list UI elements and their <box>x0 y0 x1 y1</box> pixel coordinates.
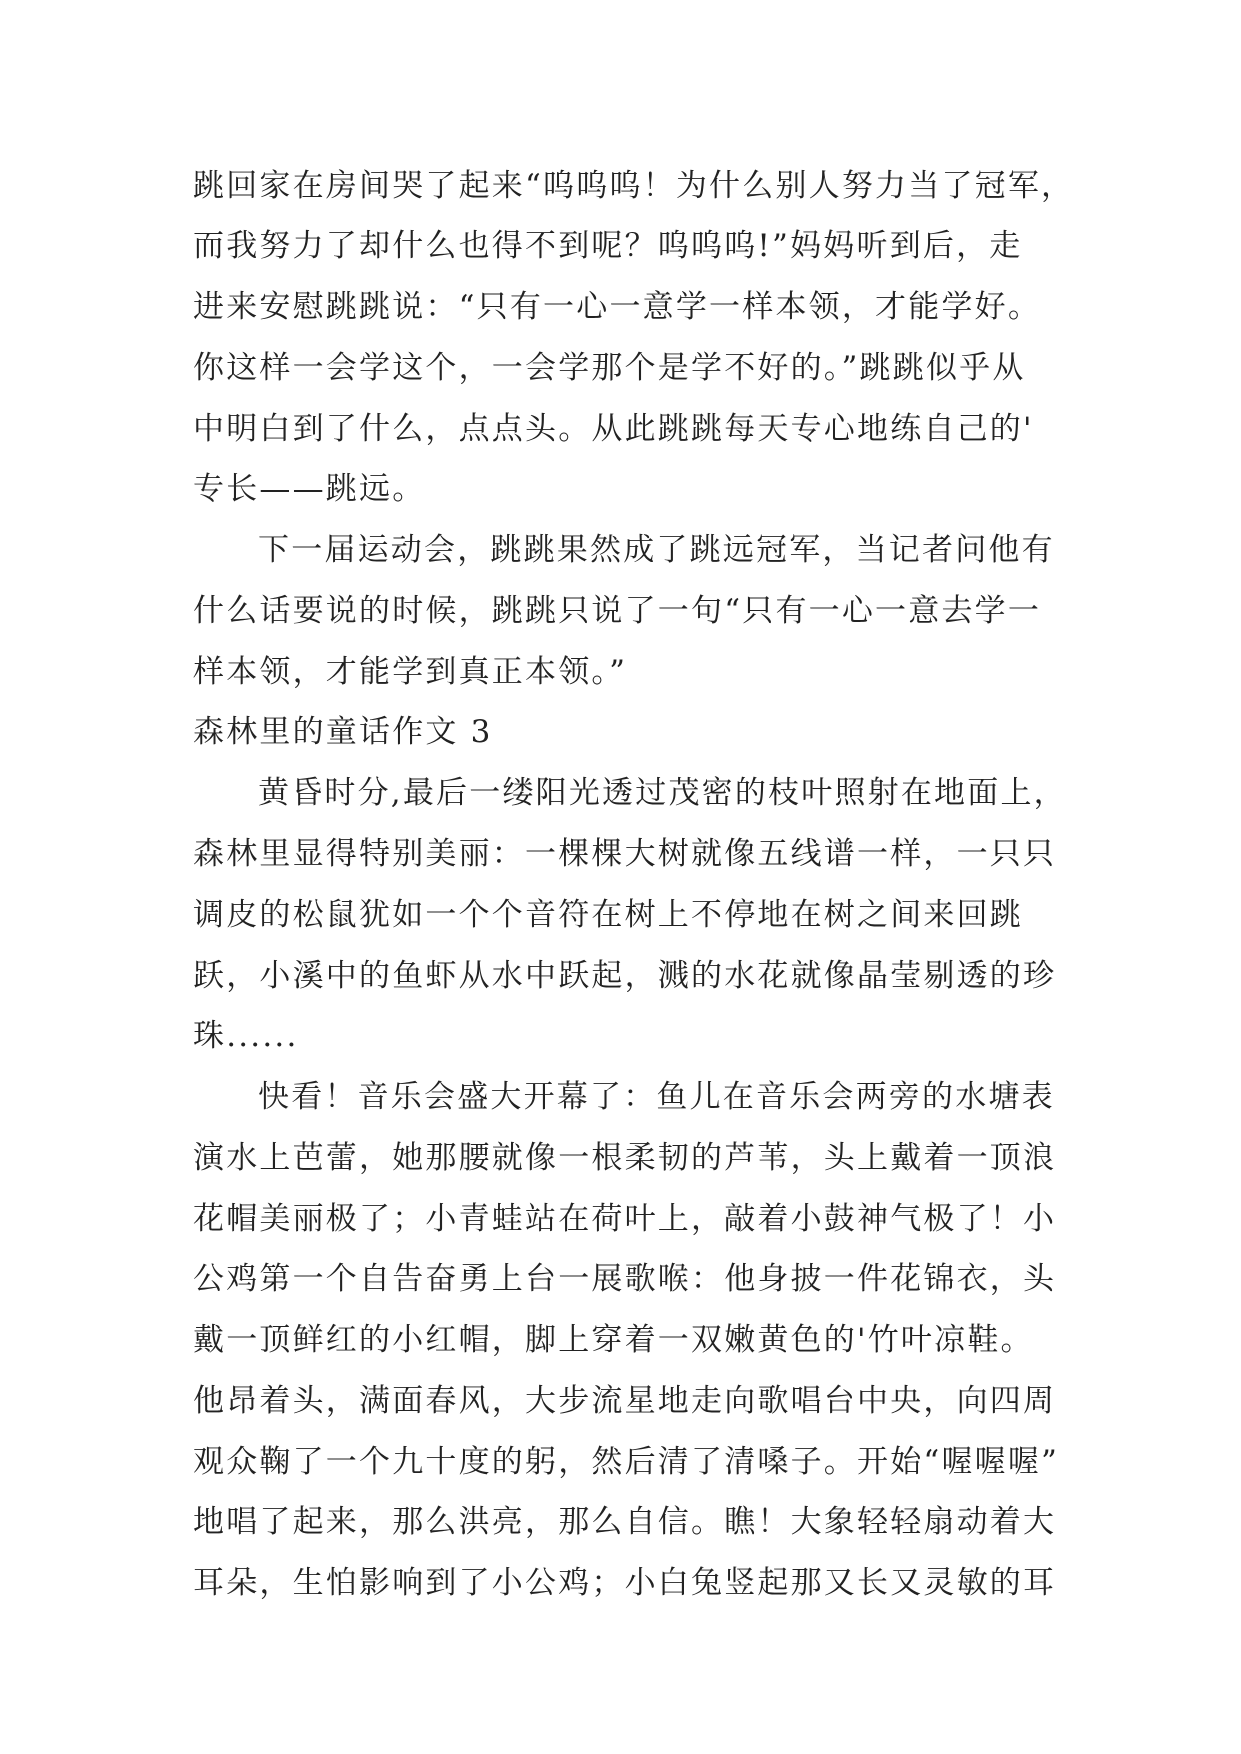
text-line: 快看！音乐会盛大开幕了：鱼儿在音乐会两旁的水塘表 <box>258 1079 1055 1115</box>
text-line: 戴一顶鲜红的小红帽，脚上穿着一双嫩黄色的'竹叶凉鞋。 <box>193 1322 1034 1358</box>
text-line: 耳朵，生怕影响到了小公鸡；小白兔竖起那又长又灵敏的耳 <box>193 1565 1057 1601</box>
text-line: 调皮的松鼠犹如一个个音符在树上不停地在树之间来回跳 <box>193 897 1023 933</box>
text-line: 中明白到了什么，点点头。从此跳跳每天专心地练自己的' <box>193 411 1034 447</box>
text-line: 而我努力了却什么也得不到呢？呜呜呜!”妈妈听到后，走 <box>193 228 1023 264</box>
text-line: 你这样一会学这个，一会学那个是学不好的。”跳跳似乎从 <box>193 350 1026 386</box>
text-line: 进来安慰跳跳说：“只有一心一意学一样本领，才能学好。 <box>193 289 1042 325</box>
text-line: 珠...... <box>193 1018 299 1054</box>
text-line: 跳回家在房间哭了起来“呜呜呜！为什么别人努力当了冠军， <box>193 168 1075 204</box>
text-line: 地唱了起来，那么洪亮，那么自信。瞧！大象轻轻扇动着大 <box>193 1504 1057 1540</box>
section-heading: 森林里的童话作文 3 <box>193 714 493 750</box>
text-line: 跃，小溪中的鱼虾从水中跃起，溅的水花就像晶莹剔透的珍 <box>193 958 1057 994</box>
text-line: 他昂着头，满面春风，大步流星地走向歌唱台中央，向四周 <box>193 1383 1057 1419</box>
text-line: 样本领，才能学到真正本领。” <box>193 654 628 690</box>
text-line: 森林里显得特别美丽：一棵棵大树就像五线谱一样，一只只 <box>193 836 1057 872</box>
text-line: 公鸡第一个自告奋勇上台一展歌喉：他身披一件花锦衣，头 <box>193 1261 1057 1297</box>
text-line: 下一届运动会，跳跳果然成了跳远冠军，当记者问他有 <box>258 532 1055 568</box>
text-line: 专长——跳远。 <box>193 471 426 507</box>
text-line: 观众鞠了一个九十度的躬，然后清了清嗓子。开始“喔喔喔” <box>193 1444 1060 1480</box>
text-line: 什么话要说的时候，跳跳只说了一句“只有一心一意去学一 <box>193 593 1042 629</box>
text-line: 黄昏时分,最后一缕阳光透过茂密的枝叶照射在地面上， <box>258 775 1067 811</box>
text-line: 演水上芭蕾，她那腰就像一根柔韧的芦苇，头上戴着一顶浪 <box>193 1140 1057 1176</box>
text-line: 花帽美丽极了；小青蛙站在荷叶上，敲着小鼓神气极了！小 <box>193 1201 1057 1237</box>
